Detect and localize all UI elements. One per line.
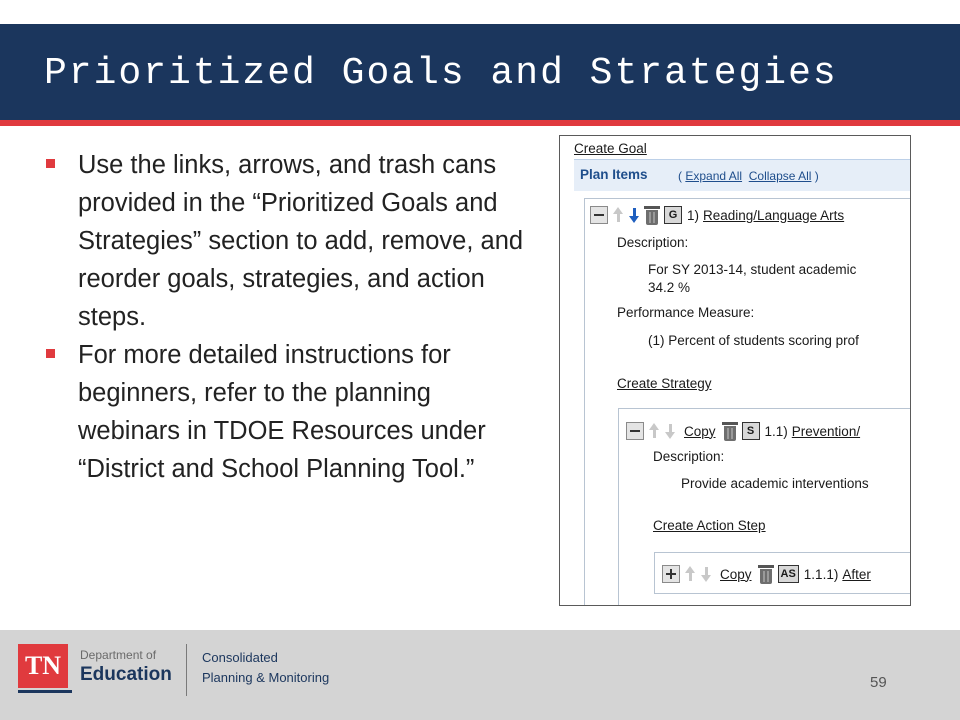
consolidated-text: Consolidated xyxy=(202,650,278,665)
paren-open: ( xyxy=(678,169,682,183)
footer xyxy=(0,630,960,720)
logo-underline xyxy=(18,690,72,693)
planning-monitoring-text: Planning & Monitoring xyxy=(202,670,330,685)
bullet-item xyxy=(40,336,540,488)
trash-icon[interactable] xyxy=(758,564,774,584)
strategy-toolbar xyxy=(626,421,860,441)
goal-description-text: For SY 2013-14, student academic xyxy=(648,262,857,277)
expand-all-link[interactable]: Expand All xyxy=(685,169,743,183)
strategy-title-link[interactable]: Prevention/ xyxy=(791,423,861,439)
goal-number: 1) xyxy=(687,207,700,223)
strategy-number: 1.1) xyxy=(764,423,788,439)
performance-measure-text: (1) Percent of students scoring prof xyxy=(648,333,859,348)
plan-items-screenshot xyxy=(559,135,911,606)
bullet-marker-icon xyxy=(46,159,55,168)
plan-items-links xyxy=(678,169,819,183)
create-strategy-link[interactable]: Create Strategy xyxy=(617,376,712,391)
strategy-badge: S xyxy=(742,422,760,440)
bullet-list xyxy=(40,146,540,488)
bullet-marker-icon xyxy=(46,349,55,358)
move-up-arrow-icon[interactable] xyxy=(684,566,696,582)
title-divider xyxy=(0,120,960,126)
action-step-title-link[interactable]: After xyxy=(842,566,871,582)
move-up-arrow-icon[interactable] xyxy=(648,423,660,439)
copy-strategy-link[interactable]: Copy xyxy=(684,423,716,439)
bullet-text: For more detailed instructions for beginners, refer to the planning webinars in TDOE Resources under “District and School Planning Tool.” xyxy=(78,341,486,483)
collapse-icon[interactable] xyxy=(590,206,608,224)
slide-title: Prioritized Goals and Strategies xyxy=(44,52,838,95)
tn-logo: TN xyxy=(18,644,68,688)
collapse-icon[interactable] xyxy=(626,422,644,440)
move-down-arrow-icon[interactable] xyxy=(664,423,676,439)
goal-description-text: 34.2 % xyxy=(648,280,691,295)
trash-icon[interactable] xyxy=(644,205,660,225)
copy-action-step-link[interactable]: Copy xyxy=(720,566,752,582)
logo-divider xyxy=(186,644,187,696)
goal-title-link[interactable]: Reading/Language Arts xyxy=(703,207,845,223)
action-step-toolbar xyxy=(662,564,871,584)
collapse-all-link[interactable]: Collapse All xyxy=(748,169,812,183)
move-down-arrow-icon[interactable] xyxy=(628,207,640,223)
move-down-arrow-icon[interactable] xyxy=(700,566,712,582)
bullet-text: Use the links, arrows, and trash cans provided in the “Prioritized Goals and Strategies” section to add, remove, and reorder goals, strategies, and action steps. xyxy=(78,151,524,331)
strategy-description-label: Description: xyxy=(653,449,725,464)
expand-icon[interactable] xyxy=(662,565,680,583)
action-step-badge: AS xyxy=(778,565,799,583)
page-number: 59 xyxy=(870,674,887,691)
goal-badge: G xyxy=(664,206,682,224)
trash-icon[interactable] xyxy=(722,421,738,441)
performance-measure-label: Performance Measure: xyxy=(617,305,755,320)
department-of-text: Department of xyxy=(80,648,157,662)
create-goal-link[interactable]: Create Goal xyxy=(574,141,647,156)
education-text: Education xyxy=(80,664,172,685)
goal-toolbar xyxy=(590,205,844,225)
plan-items-title: Plan Items xyxy=(580,167,648,182)
goal-description-label: Description: xyxy=(617,235,689,250)
create-action-step-link[interactable]: Create Action Step xyxy=(653,518,766,533)
move-up-arrow-icon[interactable] xyxy=(612,207,624,223)
paren-close: ) xyxy=(814,169,819,183)
plan-items-header xyxy=(574,159,911,191)
strategy-description-text: Provide academic interventions xyxy=(681,476,869,491)
action-step-number: 1.1.1) xyxy=(803,566,839,582)
bullet-item xyxy=(40,146,540,336)
